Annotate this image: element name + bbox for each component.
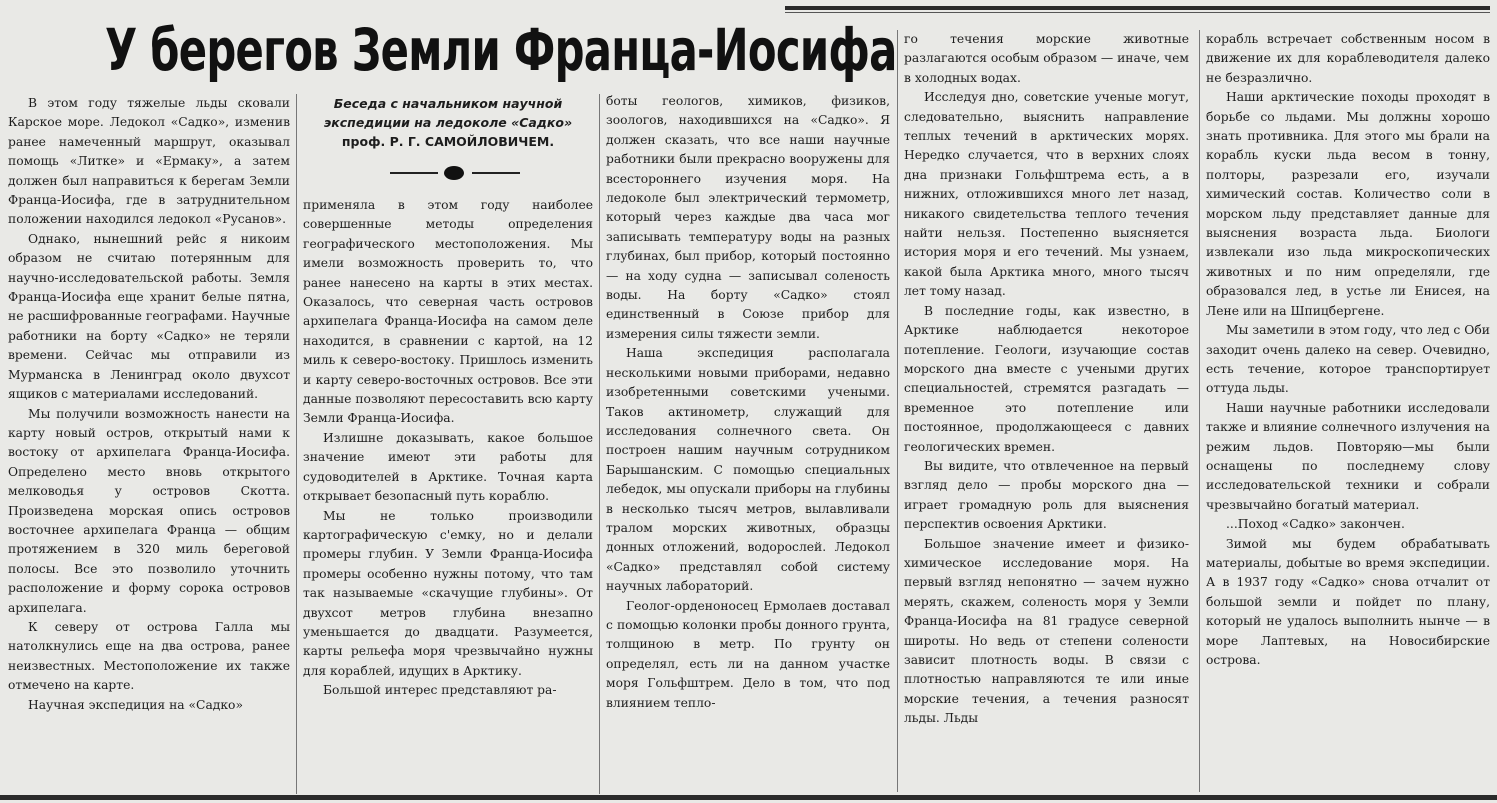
paragraph: го течения морские животные разлагаются особым образом — иначе, чем в холодных водах. (904, 32, 1189, 85)
paragraph: Наши научные работники исследовали также и влияние солнечного излучения на режим льдов. Повторяю—мы были оснащены по последнему слову исследовательской техники и собрали чрезвычайно богатый материал. (1206, 400, 1490, 512)
paragraph: Вы видите, что отвлеченное на первый взгляд дело — пробы морского дна — играет громадную роль для выяснения перспектив освоения Арктики. (904, 458, 1189, 532)
article-column-1 (8, 94, 290, 794)
ornament-line-right (472, 172, 520, 174)
paragraph: Наша экспедиция располагала несколькими новыми приборами, недавно изобретенными советскими учеными. Таков актинометр, служащий для исследования солнечного света. Он построен нашим научным сотрудником Барышанским. С помощью специальных лебедок, мы опускали приборы на глубины в несколько тысяч метров, вылавливали тралом морских животных, образцы донных отложений, водорослей. Ледокол «Садко» представлял собой систему научных лабораторий. (606, 346, 890, 594)
intro-line: Беседа с начальником научной экспедиции на ледоколе «Садко» (323, 96, 573, 130)
top-rule-thin (785, 12, 1490, 13)
paragraph: ...Поход «Садко» закончен. (1226, 517, 1405, 532)
intro-name: проф. Р. Г. САМОЙЛОВИЧЕМ. (341, 134, 555, 149)
paragraph: Большой интерес представляют ра- (323, 683, 557, 698)
article-column-3 (606, 92, 890, 797)
paragraph: Большое значение имеет и физико-химическое исследование моря. На первый взгляд непонятно — зачем нужно мерять, скажем, соленость моря у Земли Франца-Иосифа на 81 градусе северной широты. Но ведь от степени солености зависит плотность воды. В связи с плотностью направляются те или иные морские течения, а течения разносят льды. Льды (904, 536, 1189, 726)
dot-ornament (390, 166, 520, 180)
article-column-4 (904, 30, 1189, 797)
column-divider-3 (897, 30, 898, 792)
paragraph: Исследуя дно, советские ученые могут, следовательно, выяснить направление теплых течений в арктических морях. Нередко случается, что в верхних слоях дна признаки Гольфштрема есть, а в нижних, отложившихся много лет назад, никакого свидетельства теплого течения найти нельзя. Постепенно выясняется история моря и его течений. Мы узнаем, какой была Арктика много, много тысяч лет тому назад. (904, 90, 1189, 299)
paragraph: боты геологов, химиков, физиков, зоологов, находившихся на «Садко». Я должен сказать, что все наши научные работники были прекрасно вооружены для всестороннего изучения моря. На ледоколе был электрический термометр, который через каждые два часа мог записывать температуру воды на разных глубинах, был прибор, который постоянно — на ходу судна — записывал соленость воды. На борту «Садко» стоял единственный в Союзе прибор для измерения силы тяжести земли. (606, 94, 890, 341)
article-column-5 (1206, 30, 1490, 797)
paragraph: Зимой мы будем обрабатывать материалы, добытые во время экспедиции. А в 1937 году «Садко» снова отчалит от большой земли и пойдет по плану, который не удалось выполнить нынче — в море Лаптевых, на Новосибирские острова. (1206, 536, 1490, 667)
paragraph: В последние годы, как известно, в Арктике наблюдается некоторое потепление. Геологи, изучающие состав морского дна вместе с учеными других специальностей, стремятся разгадать — временное это потепление или постоянное, продолжающееся с давних геологических времен. (904, 303, 1189, 454)
paragraph: Однако, нынешний рейс я никоим образом не считаю потерянным для научно-исследовательской работы. Земля Франца-Иосифа еще хранит белые пятна, не расшифрованные географами. Научные работники на борту «Садко» не теряли времени. Сейчас мы отправили из Мурманска в Ленинград около двухсот ящиков с материалами исследований. (8, 231, 290, 402)
paragraph: корабль встречает собственным носом в движение их для кораблеводителя далеко не безразлично. (1206, 32, 1490, 85)
paragraph: Мы получили возможность нанести на карту новый остров, открытый нами к востоку от архипелага Франца-Иосифа. Определено место вновь открытого мелководья у островов Скотта. Произведена морская опись островов восточнее архипелага Франца — общим протяжением в 320 миль береговой полосы. Все это позволило уточнить расположение и форму сорока островов архипелага. (8, 406, 290, 615)
paragraph: В этом году тяжелые льды сковали Карское море. Ледокол «Садко», изменив ранее намеченный маршрут, оказывал помощь «Литке» и «Ермаку», а затем должен был направиться к берегам Земли Франца-Иосифа, где в затруднительном положении находился ледокол «Русанов». (8, 96, 290, 227)
paragraph: Мы не только производили картографическую с'емку, но и делали промеры глубин. У Земли Франца-Иосифа промеры особенно нужны потому, что там так называемые «скачущие глубины». От двухсот метров глубина внезапно уменьшается до двадцати. Разумеется, карты рельефа моря чрезвычайно нужны для кораблей, идущих в Арктику. (303, 508, 593, 678)
top-rule (785, 6, 1490, 10)
ornament-line-left (390, 172, 438, 174)
interview-intro (303, 94, 593, 151)
column-divider-1 (296, 94, 297, 794)
paragraph: Мы заметили в этом году, что лед с Оби заходит очень далеко на север. Очевидно, есть течение, которое транспортирует оттуда льды. (1206, 323, 1490, 396)
ornament-dot (444, 166, 464, 180)
paragraph: Наши арктические походы проходят в борьбе со льдами. Мы должны хорошо знать противника. Для этого мы брали на корабль куски льда весом в тонну, полторы, разрезали его, изучали химический состав. Количество соли в морском льду представляет данные для выяснения возраста льда. Биологи извлекали изо льда микроскопических животных и по ним определяли, где образовался лед, в устье ли Енисея, на Лене или на Шпицбергене. (1206, 90, 1490, 318)
column-divider-2 (599, 94, 600, 794)
paragraph: Научная экспедиция на «Садко» (28, 697, 243, 712)
bottom-rule (0, 795, 1497, 800)
paragraph: применяла в этом году наиболее совершенные методы определения географического местоположения. Мы имели возможность проверить то, что ранее нанесено на карты в этих местах. Оказалось, что северная часть островов архипелага Франца-Иосифа на самом деле находится, в сравнении с картой, на 12 миль к северо-востоку. Пришлось изменить и карту северо-восточных островов. Все эти данные позволяют пересоставить всю карту Земли Франца-Иосифа. (303, 198, 593, 426)
headline: У берегов Земли Франца-Иосифа (105, 16, 897, 84)
paragraph: К северу от острова Галла мы натолкнулись еще на два острова, ранее неизвестных. Местоположение их также отмечено на карте. (8, 619, 290, 693)
column-divider-4 (1199, 30, 1200, 792)
article-column-2 (303, 196, 593, 796)
paragraph: Геолог-орденоносец Ермолаев доставал с помощью колонки пробы донного грунта, толщиною в метр. По грунту он определял, есть ли на данном участке моря Гольфштрем. Дело в том, что под влиянием тепло- (606, 598, 890, 710)
paragraph: Излишне доказывать, какое большое значение имеют эти работы для судоводителей в Арктике. Точная карта открывает безопасный путь кораблю. (303, 430, 593, 504)
